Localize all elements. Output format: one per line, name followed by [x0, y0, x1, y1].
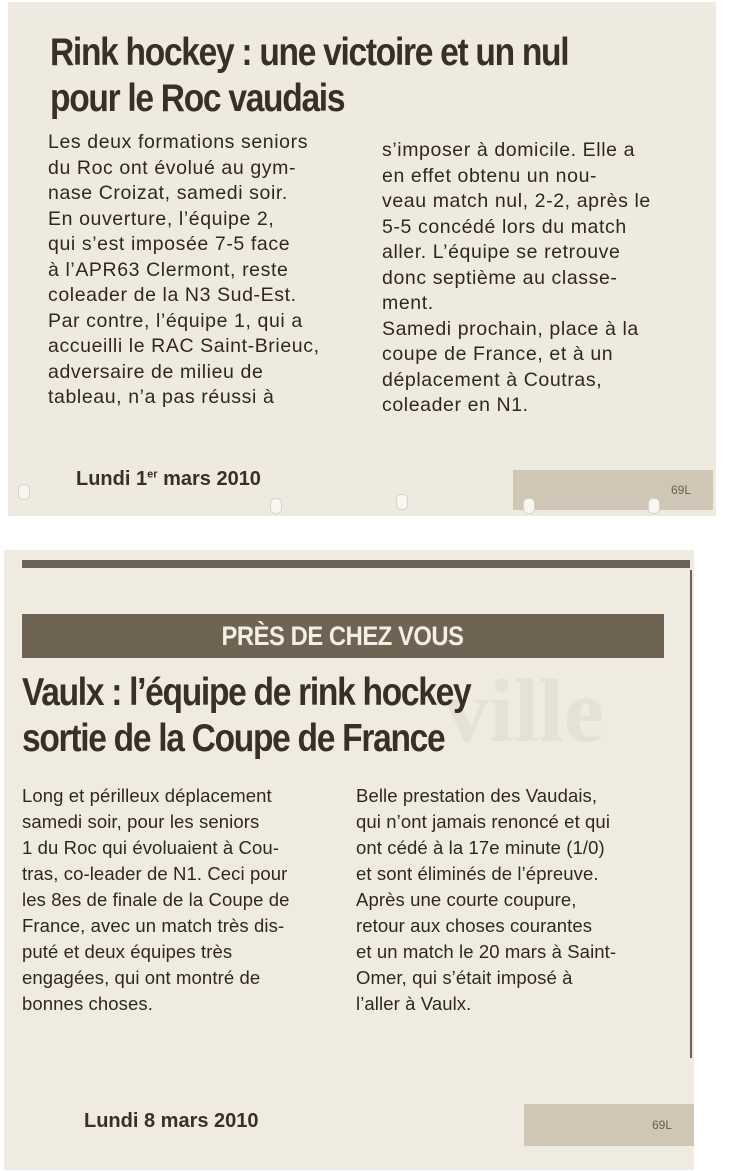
article2-headline-line1: Vaulx : l’équipe de rink hockey — [22, 671, 471, 714]
section-banner — [22, 614, 664, 658]
clipping-2 — [4, 550, 694, 1170]
staple-hole — [18, 484, 30, 500]
text-line: aller. L’équipe se retrouve — [382, 241, 621, 263]
text-line: adversaire de milieu de — [48, 360, 264, 383]
article1-folio — [513, 470, 713, 510]
text-line: tableau, n’a pas réussi à — [48, 386, 275, 408]
article2-headline — [22, 670, 470, 762]
text-line: en effet obtenu un nou- — [382, 164, 598, 187]
column-edge-rule — [690, 570, 692, 1058]
text-line: et un match le 20 mars à Saint- — [356, 941, 617, 962]
article2-column-1 — [22, 783, 290, 1017]
text-line: Par contre, l’équipe 1, qui a — [48, 309, 303, 332]
text-line: coleader en N1. — [382, 394, 529, 416]
article1-column-1 — [48, 130, 320, 411]
text-line: Les deux formations seniors — [48, 131, 309, 153]
text-line: du Roc ont évolué au gym- — [48, 156, 297, 179]
text-line: 1 du Roc qui évoluaient à Cou- — [22, 837, 280, 858]
text-line: engagées, qui ont montré de — [22, 967, 261, 988]
text-line: donc septième au classe- — [382, 266, 618, 289]
text-line: et sont éliminés de l’épreuve. — [356, 863, 599, 884]
staple-hole — [648, 498, 660, 514]
text-line: Après une courte coupure, — [356, 889, 577, 910]
article1-headline — [50, 30, 568, 122]
text-line: déplacement à Coutras, — [382, 368, 603, 391]
article2-headline-line2: sortie de la Coupe de France — [22, 717, 445, 760]
text-line: Long et périlleux déplacement — [22, 785, 272, 806]
staple-hole — [396, 494, 408, 510]
text-line: samedi soir, pour les seniors — [22, 811, 260, 832]
article1-date — [76, 468, 261, 491]
text-line: l’aller à Vaulx. — [356, 993, 472, 1014]
text-line: En ouverture, l’équipe 2, — [48, 207, 275, 230]
text-line: les 8es de finale de la Coupe de — [22, 889, 290, 910]
article1-headline-line2: pour le Roc vaudais — [50, 77, 345, 120]
folio-code: 69L — [651, 1118, 672, 1132]
article1-headline-line1: Rink hockey : une victoire et un nul — [50, 31, 569, 74]
text-line: ont cédé à la 17e minute (1/0) — [356, 837, 605, 858]
staple-hole — [523, 498, 535, 514]
clipping-1 — [8, 2, 716, 516]
text-line: accueilli le RAC Saint-Brieuc, — [48, 335, 320, 357]
text-line: Omer, qui s’était imposé à — [356, 967, 573, 988]
text-line: bonnes choses. — [22, 993, 153, 1014]
text-line: qui s’est imposée 7-5 face — [48, 233, 291, 255]
text-line: veau match nul, 2-2, après le — [382, 190, 651, 212]
text-line: puté et deux équipes très — [22, 941, 233, 962]
text-line: France, avec un match très dis- — [22, 915, 285, 936]
text-line: tras, co-leader de N1. Ceci pour — [22, 863, 288, 884]
top-rule — [22, 560, 690, 568]
text-line: qui n’ont jamais renoncé et qui — [356, 811, 611, 832]
text-line: coleader de la N3 Sud-Est. — [48, 284, 297, 306]
article1-column-2 — [382, 138, 651, 419]
text-line: coupe de France, et à un — [382, 343, 614, 365]
date-prefix: Lundi 1 — [76, 468, 148, 490]
article2-column-2 — [356, 783, 616, 1017]
text-line: retour aux choses courantes — [356, 915, 593, 936]
folio-code: 69L — [670, 483, 691, 497]
text-line: à l’APR63 Clermont, reste — [48, 258, 289, 281]
article2-date: Lundi 8 mars 2010 — [84, 1110, 259, 1132]
background-bleed-text: ville — [444, 662, 604, 761]
section-banner-label: PRÈS DE CHEZ VOUS — [221, 621, 465, 651]
date-suffix: mars 2010 — [157, 468, 261, 490]
text-line: 5-5 concédé lors du match — [382, 215, 627, 238]
text-line: Samedi prochain, place à la — [382, 317, 639, 340]
text-line: ment. — [382, 292, 434, 314]
text-line: Belle prestation des Vaudais, — [356, 785, 598, 806]
staple-hole — [270, 498, 282, 514]
date-superscript: er — [147, 468, 158, 481]
text-line: s’imposer à domicile. Elle a — [382, 139, 636, 161]
text-line: nase Croizat, samedi soir. — [48, 182, 288, 204]
article2-folio — [524, 1104, 694, 1146]
